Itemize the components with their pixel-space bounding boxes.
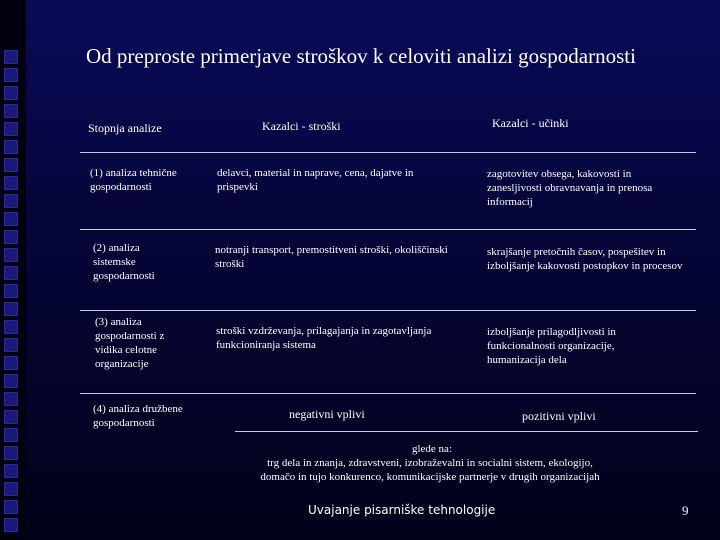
- row-1-level: (1) analiza tehnične gospodarnosti: [90, 167, 177, 193]
- decor-square: [4, 392, 18, 406]
- decor-square: [4, 356, 18, 370]
- row-4-costs: negativni vplivi: [289, 407, 365, 421]
- decor-square: [4, 320, 18, 334]
- decor-square: [4, 86, 18, 100]
- decor-square: [4, 158, 18, 172]
- decor-square: [4, 428, 18, 442]
- row-4-effects: pozitivni vplivi: [522, 409, 596, 423]
- header-level: Stopnja analize: [88, 121, 162, 135]
- decor-square: [4, 68, 18, 82]
- decor-square: [4, 338, 18, 352]
- row-3-effects: izboljšanje prilagodljivosti in funkcionalnosti organizacije, humanizacija dela: [487, 326, 616, 366]
- decor-square: [4, 500, 18, 514]
- decor-square: [4, 248, 18, 262]
- decor-square: [4, 410, 18, 424]
- decor-square: [4, 122, 18, 136]
- table-rule: [80, 310, 696, 311]
- row-1-costs: delavci, material in naprave, cena, dajatve in prispevki: [217, 167, 414, 193]
- header-effects: Kazalci - učinki: [492, 116, 569, 130]
- decor-square: [4, 212, 18, 226]
- table-rule: [80, 152, 696, 153]
- table-rule: [80, 229, 696, 230]
- regarding-line-2: trg dela in znanja, zdravstveni, izobraževalni in socialni sistem, ekologijo,: [267, 457, 593, 469]
- row-3-level: (3) analiza gospodarnosti z vidika celotne organizacije: [95, 316, 165, 370]
- decor-square: [4, 104, 18, 118]
- decor-square: [4, 176, 18, 190]
- row-2-effects: skrajšanje pretočnih časov, pospešitev in izboljšanje kakovosti postopkov in procesov: [487, 246, 683, 272]
- decor-square: [4, 482, 18, 496]
- regarding-intro: glede na:: [411, 443, 452, 455]
- decor-square: [4, 464, 18, 478]
- decor-square: [4, 302, 18, 316]
- regarding-line-3: domačo in tujo konkurenco, komunikacijske partnerje v drugih organizacijah: [260, 471, 600, 483]
- decor-square: [4, 284, 18, 298]
- decor-square: [4, 518, 18, 532]
- decor-square: [4, 140, 18, 154]
- footer-subject: Uvajanje pisarniške tehnologije: [308, 503, 496, 517]
- row-4-level: (4) analiza družbene gospodarnosti: [93, 403, 183, 429]
- table-rule: [80, 393, 696, 394]
- decor-square: [4, 266, 18, 280]
- decor-square: [4, 50, 18, 64]
- decor-square: [4, 374, 18, 388]
- decorative-square-strip: [0, 0, 26, 540]
- row-2-costs: notranji transport, premostitveni stroški, okoliščinski stroški: [215, 244, 448, 270]
- row-1-effects: zagotovitev obsega, kakovosti in zanesljivosti obravnavanja in prenosa informacij: [487, 168, 653, 208]
- row-3-costs: stroški vzdrževanja, prilagajanja in zagotavljanja funkcioniranja sistema: [216, 325, 432, 351]
- slide-title: Od preproste primerjave stroškov k celoviti analizi gospodarnosti: [86, 44, 636, 68]
- row-2-level: (2) analiza sistemske gospodarnosti: [93, 242, 155, 282]
- decor-square: [4, 230, 18, 244]
- page-number: 9: [682, 503, 689, 518]
- header-costs: Kazalci - stroški: [262, 119, 341, 133]
- decor-square: [4, 194, 18, 208]
- table-rule: [235, 431, 698, 432]
